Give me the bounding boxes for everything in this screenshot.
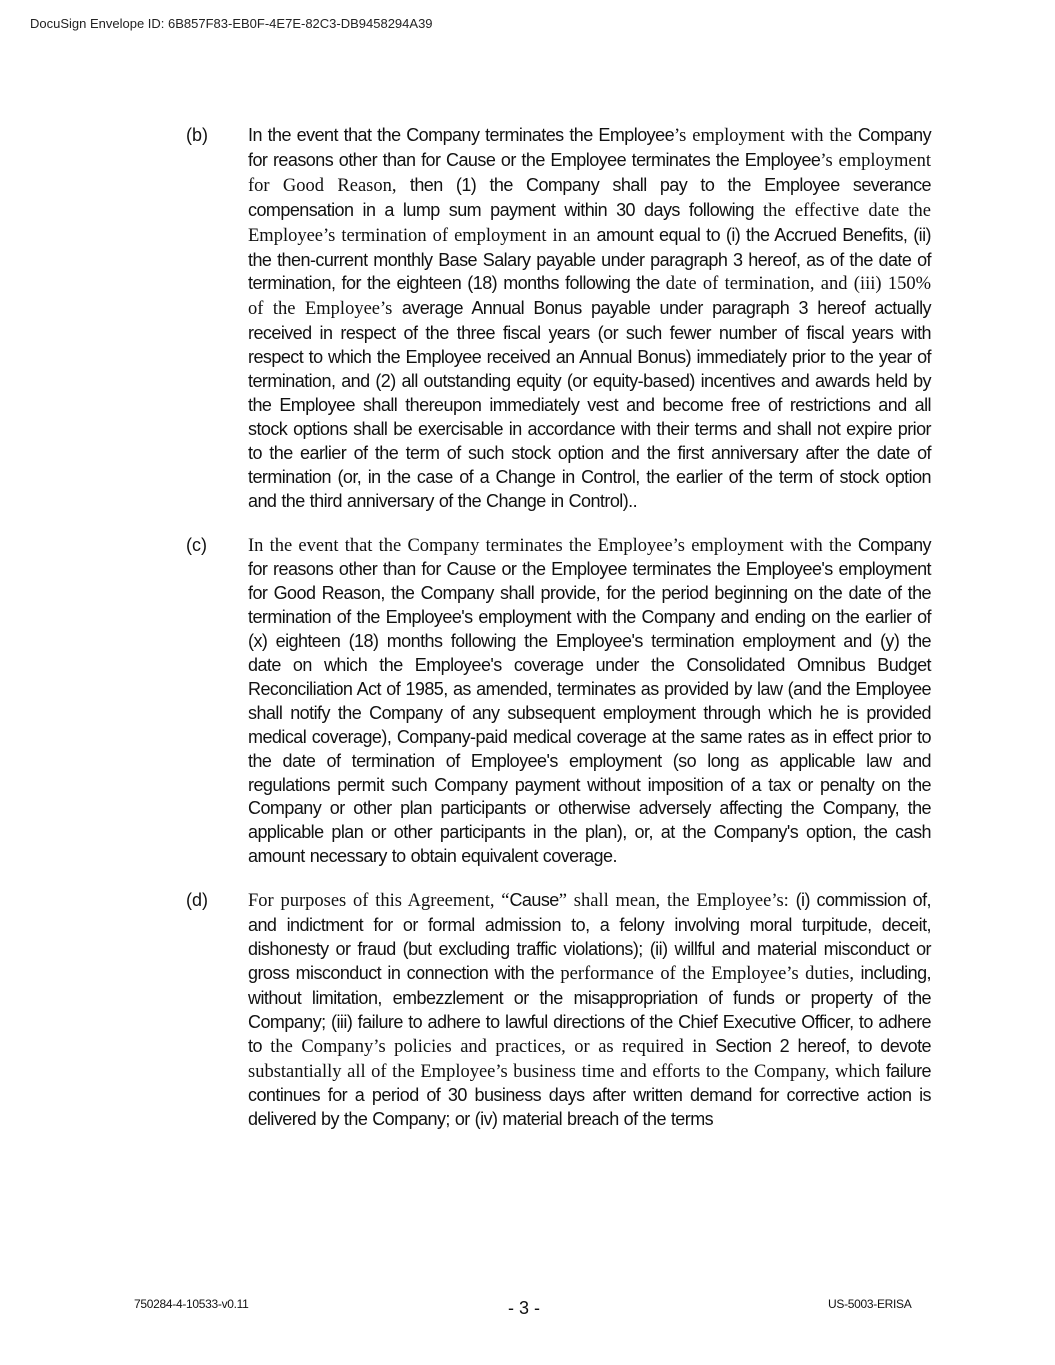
page-number: - 3 -	[508, 1298, 541, 1318]
text-segment: average Annual Bonus payable under paragraph 3 hereof actually received in respect of the three fiscal years (or such fewer number of fiscal years with respect to which the Employee received an Annual Bonus) immediately prior to the year of termination, and (2) all outstanding equity (or equity-based) incentives and awards held by the Employee shall thereupon immediately vest and become free of restrictions and all stock options shall be exercisable in accordance with their terms and shall not expire prior to the earlier of the term of such stock option and the first anniversary after the date of termination (or, in the case of a Change in Control, the earlier of the term of stock option and the third anniversary of the Change in Control)..	[248, 298, 931, 511]
text-segment: including, without limitation, embezzlement or the misappropriation of funds or property of the Company; (iii) failure to adhere to lawful directions of the Chief Executive Officer, to adhere to	[248, 962, 932, 1056]
text-segment: amount equal to (i) the Accrued Benefits, (ii) the then-current monthly Base Salary payable under paragraph 3 hereof, as of the date of termination, for the eighteen (18) months following the	[248, 224, 932, 294]
text-segment: Company for reasons other than for Cause or the Employee terminates the Employee	[248, 125, 932, 170]
text-segment: In the event that the Company terminates the Employee’s employment with the	[248, 535, 858, 556]
docusign-envelope-id: DocuSign Envelope ID: 6B857F83-EB0F-4E7E-82C3-DB9458294A39	[30, 16, 433, 31]
text-segment: (i) commission of, and indictment for or formal admission to, a felony involving moral turpitude, deceit, dishonesty or fraud (but excluding traffic violations); (ii) willful and material misconduct or gross misconduct in connection with the	[248, 890, 931, 983]
document-number: 750284-4-10533-v0.11	[134, 1297, 249, 1311]
document-body	[186, 124, 931, 1152]
text-segment: failure continues for a period of 30 business days after written demand for corrective action is delivered by the Company; or (iv) material breach of the terms	[248, 1060, 931, 1130]
text-segment: the effective date the Employee’s termination of employment in an	[248, 200, 931, 246]
clause-c	[186, 534, 931, 870]
clause-text	[248, 124, 931, 514]
text-segment: For purposes of this Agreement, “	[248, 891, 510, 912]
text-segment: substantially all of the Employee’s business time and efforts to the Company, which	[248, 1061, 886, 1082]
text-segment: ’s employment with the	[674, 126, 858, 146]
clause-b	[186, 124, 931, 514]
clause-label: (d)	[186, 890, 208, 911]
clause-label: (b)	[186, 125, 208, 145]
text-segment: performance of the Employee’s duties,	[560, 963, 861, 984]
text-segment: In the event that the Company terminates the Employee	[248, 125, 675, 145]
text-segment: date of termination, and (iii) 150% of the Employee’s	[248, 274, 931, 320]
clause-text	[248, 889, 931, 1132]
form-code: US-5003-ERISA	[828, 1297, 912, 1311]
text-segment: the Company’s policies and practices, or as required in	[270, 1036, 716, 1057]
text-segment: ’s employment for Good Reason,	[248, 150, 932, 196]
text-segment: then (1) the Company shall pay to the Employee severance compensation in a lump sum payment within 30 days following	[248, 174, 931, 220]
text-segment: Section 2 hereof, to devote	[715, 1035, 931, 1056]
clause-text	[248, 534, 931, 870]
clause-d	[186, 889, 931, 1132]
text-segment: ” shall mean, the Employee’s:	[558, 891, 796, 912]
text-segment: Cause	[509, 890, 559, 911]
text-segment: Company for reasons other than for Cause or the Employee terminates the Employee's employment for Good Reason, the Company shall provide, for the period beginning on the date of the termination of the Employee's employment with the Company and ending on the earlier of (x) eighteen (18) months following the Employee's termination employment and (y) the date on which the Employee's coverage under the Consolidated Omnibus Budget Reconciliation Act of 1985, as amended, terminates as provided by law (and the Employee shall notify the Company of any subsequent employment through which he is provided medical coverage), Company-paid medical coverage at the same rates as in effect prior to the date of termination of Employee's employment (so long as applicable law and regulations permit such Company payment without imposition of a tax or penalty on the Company or other plan participants or otherwise adversely affecting the Company, the applicable plan or other participants in the plan), or, at the Company's option, the cash amount necessary to obtain equivalent coverage.	[248, 534, 931, 867]
clause-label: (c)	[186, 534, 207, 555]
